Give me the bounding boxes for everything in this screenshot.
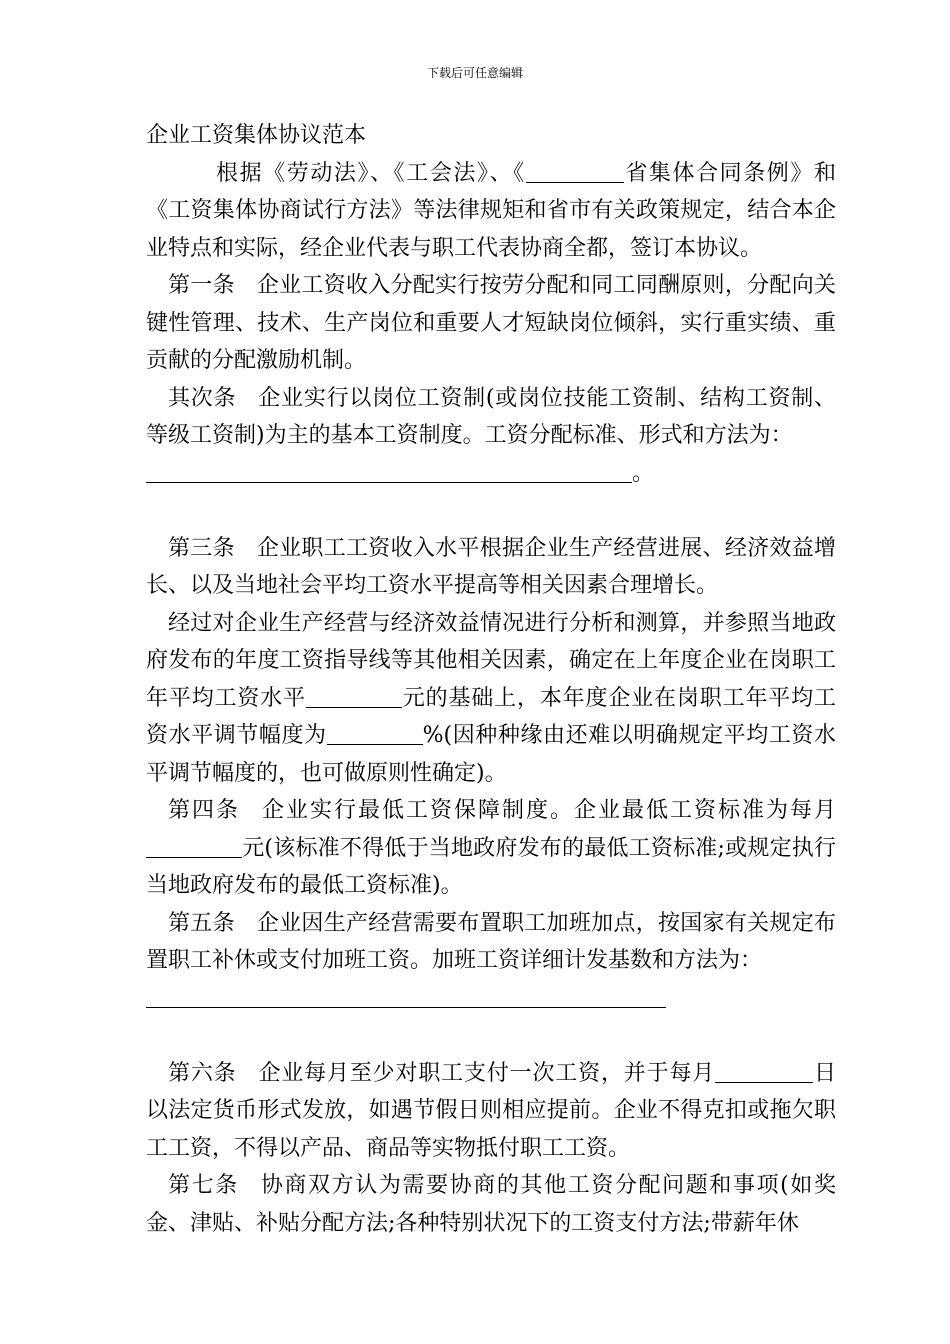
article-3-label: 第三条 xyxy=(168,535,235,561)
article-2-label: 其次条 xyxy=(168,385,237,411)
article-2 xyxy=(146,380,836,455)
article-6-label: 第六条 xyxy=(168,1060,237,1086)
payday-blank xyxy=(715,1060,813,1083)
article-3 xyxy=(146,530,836,605)
article-3-text: 企业职工工资收入水平根据企业生产经营进展、经济效益增长、以及当地社会平均工资水平提高等相关因素合理增长。 xyxy=(146,535,836,598)
intro-text-2: 省集体合同条例》和《工资集体协商试行方法》等法律规矩和省市有关政策规定，结合本企业特点和实际，经企业代表与职工代表协商全都，签订本协议。 xyxy=(146,160,836,261)
wage-method-blank xyxy=(146,460,632,483)
article-6-text-1: 企业每月至少对职工支付一次工资，并于每月 xyxy=(258,1060,716,1086)
article-7-label: 第七条 xyxy=(168,1173,239,1198)
article-1-label: 第一条 xyxy=(168,273,235,298)
article-2-text: 企业实行以岗位工资制(或岗位技能工资制、结构工资制、等级工资制)为主的基本工资制度。工资分配标准、形式和方法为： xyxy=(146,385,836,448)
article-5 xyxy=(146,905,836,980)
article-3-detail-text-1: 经过对企业生产经营与经济效益情况进行分析和测算，并参照当地政府发布的年度工资指导线等其他相关因素，确定在上年度企业在岗职工年平均工资水平 xyxy=(146,610,836,711)
article-1-text: 企业工资收入分配实行按劳分配和同工同酬原则，分配向关键性管理、技术、生产岗位和重要人才短缺岗位倾斜，实行重实绩、重贡献的分配激励机制。 xyxy=(146,273,836,373)
article-4-text-1: 企业实行最低工资保障制度。企业最低工资标准为每月 xyxy=(262,798,836,823)
document-body xyxy=(146,117,836,1242)
article-7 xyxy=(146,1167,836,1242)
article-1 xyxy=(146,267,836,380)
article-2-tail: 。 xyxy=(632,460,655,486)
avg-wage-blank xyxy=(306,685,402,708)
province-blank xyxy=(526,160,624,183)
min-wage-blank xyxy=(146,835,242,858)
spacer xyxy=(146,492,836,530)
article-4-label: 第四条 xyxy=(168,798,240,823)
article-4-text-2: 元(该标准不得低于当地政府发布的最低工资标准;或规定执行当地政府发布的最低工资标准)。 xyxy=(146,835,836,898)
article-5-text: 企业因生产经营需要布置职工加班加点，按国家有关规定布置职工补休或支付加班工资。加班工资详细计发基数和方法为： xyxy=(146,910,836,973)
intro-text-1: 根据《劳动法》、《工会法》、《 xyxy=(216,160,526,186)
article-4 xyxy=(146,792,836,905)
article-5-fill-row xyxy=(146,980,836,1018)
document-title: 企业工资集体协议范本 xyxy=(146,123,367,148)
article-3-detail-text-2: 元的基础上，本年度企业在岗职工年平均工资水平调节幅度为 xyxy=(146,685,836,748)
overtime-method-blank xyxy=(146,985,666,1008)
page-header-note: 下载后可任意编辑 xyxy=(426,66,523,80)
article-6-text-2: 日以法定货币形式发放，如遇节假日则相应提前。企业不得克扣或拖欠职工工资，不得以产品、商品等实物抵付职工工资。 xyxy=(146,1060,836,1161)
article-3-detail-text-3: %(因种种缘由还难以明确规定平均工资水平调节幅度的，也可做原则性确定)。 xyxy=(146,723,836,786)
adjust-rate-blank xyxy=(327,722,423,745)
article-2-fill-row xyxy=(146,455,836,493)
article-7-text: 协商双方认为需要协商的其他工资分配问题和事项(如奖金、津贴、补贴分配方法;各种特别状况下的工资支付方法;带薪年休 xyxy=(146,1173,836,1236)
intro-paragraph xyxy=(146,155,836,268)
article-6 xyxy=(146,1055,836,1168)
article-5-label: 第五条 xyxy=(168,910,235,936)
article-3-detail xyxy=(146,605,836,793)
spacer xyxy=(146,1017,836,1055)
